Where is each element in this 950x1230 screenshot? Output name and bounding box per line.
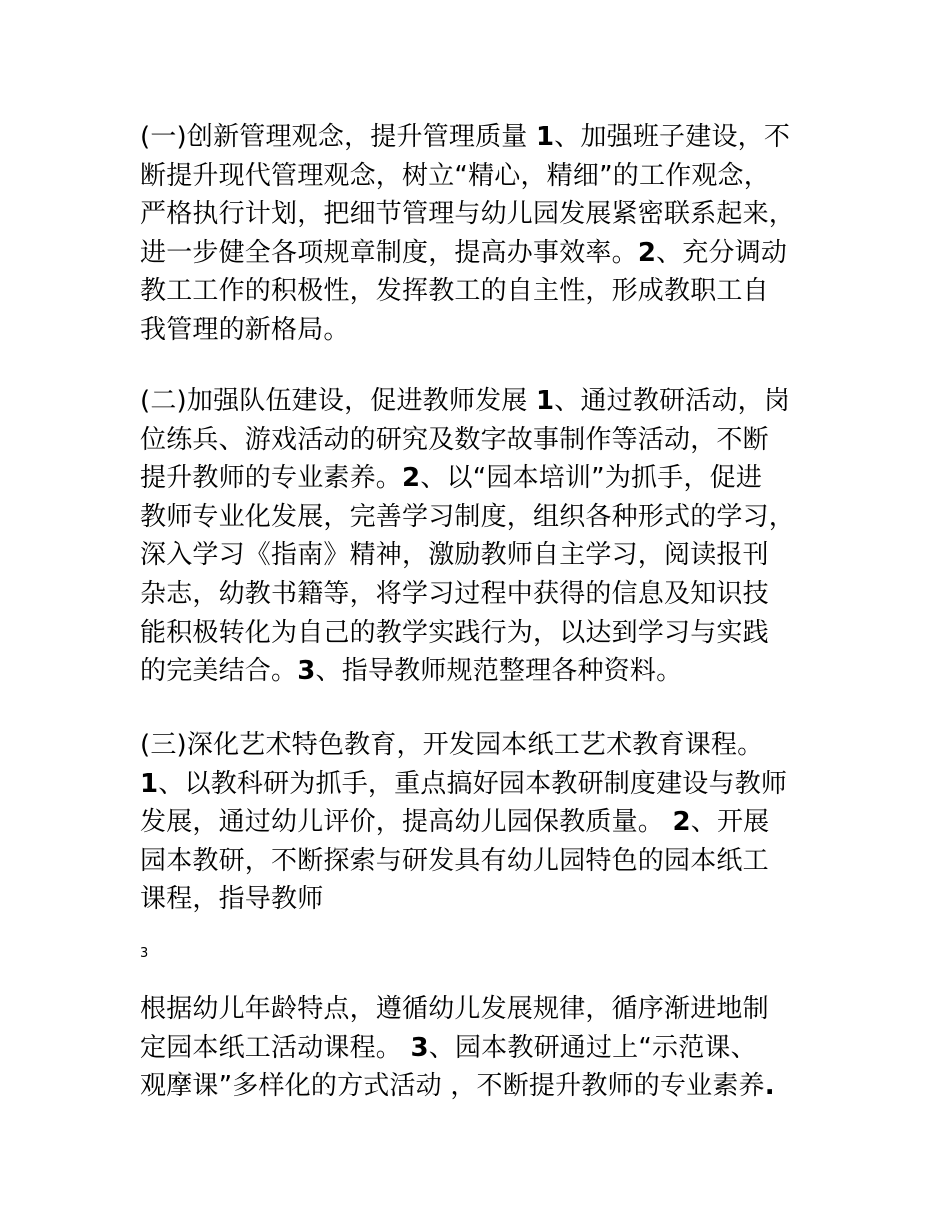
text-line	[140, 652, 820, 691]
text-segment: 、开展	[690, 807, 770, 838]
text-segment: 教师专业化发展，完善学习制度，组织各种形式的学习，	[140, 501, 796, 532]
text-line	[140, 765, 820, 804]
text-line	[140, 614, 820, 653]
text-line	[140, 157, 820, 196]
text-line	[140, 990, 820, 1029]
list-number: 1	[535, 386, 555, 416]
text-segment: 深入学习《指南》精神，激励教师自主学习，阅读报刊	[140, 540, 769, 571]
text-line	[140, 803, 820, 842]
text-line	[140, 1067, 820, 1106]
text-segment: 进一步健全各项规章制度，提高办事效率。	[140, 237, 638, 268]
text-segment: 杂志，幼教书籍等，将学习过程中获得的信息及知识技	[140, 578, 769, 609]
paragraph-curriculum-continued	[140, 990, 820, 1106]
paragraph-art-education	[140, 726, 820, 919]
text-line	[140, 842, 820, 881]
paragraph-team-building	[140, 382, 820, 691]
text-segment: 能积极转化为自己的教学实践行为，以达到学习与实践	[140, 617, 769, 648]
text-segment: 、通过教研活动，岗	[554, 386, 791, 416]
text-line	[140, 118, 820, 157]
text-segment: 、指导教师规范整理各种资料。	[315, 656, 683, 687]
text-line	[140, 421, 820, 460]
text-segment: 、以“园本培训”为抓手，促进	[420, 463, 763, 494]
text-line	[140, 880, 820, 919]
text-line	[140, 726, 820, 765]
text-segment: 、以教科研为抓手，重点搞好园本教研制度建设与教师	[158, 768, 788, 799]
text-segment: 根据幼儿年龄特点，遵循幼儿发展规律，循序渐进地制	[140, 994, 769, 1024]
list-number: 2	[637, 237, 657, 268]
text-segment: 观摩课”多样化的方式活动 ，不断提升教师的专业素养	[140, 1071, 765, 1102]
page-number: 3	[140, 946, 149, 961]
text-line	[140, 195, 820, 234]
list-number: .	[764, 1071, 775, 1102]
list-number: 1	[535, 122, 555, 152]
text-segment: 、园本教研通过上“示范课、	[428, 1032, 757, 1063]
text-segment: 、充分调动	[656, 237, 788, 268]
text-segment: 的完美结合。	[140, 656, 298, 687]
text-segment: 我管理的新格局。	[140, 314, 350, 345]
paragraph-management-concept	[140, 118, 820, 350]
text-line	[140, 1029, 820, 1068]
text-segment: 断提升现代管理观念，树立“精心，精细”的工作观念，	[140, 160, 770, 191]
text-line	[140, 536, 820, 575]
list-number: 2	[672, 807, 691, 838]
list-number: 2	[402, 463, 421, 494]
text-segment: 、加强班子建设，不	[554, 122, 791, 152]
text-segment: 发展，通过幼儿评价，提高幼儿园保教质量。	[140, 807, 673, 838]
text-segment: 课程，指导教师	[140, 884, 324, 915]
text-line	[140, 498, 820, 537]
text-line	[140, 459, 820, 498]
text-segment: 严格执行计划，把细节管理与幼儿园发展紧密联系起来，	[140, 199, 796, 230]
list-number: 3	[410, 1032, 429, 1063]
text-segment: 提升教师的专业素养。	[140, 463, 403, 494]
text-line	[140, 234, 820, 273]
text-segment: (三)深化艺术特色教育，开发园本纸工艺术教育课程。	[140, 730, 764, 760]
text-segment: 园本教研，不断探索与研发具有幼儿园特色的园本纸工	[140, 845, 769, 876]
text-segment: 位练兵、游戏活动的研究及数字故事制作等活动，不断	[140, 424, 769, 455]
text-line	[140, 272, 820, 311]
text-segment: 定园本纸工活动课程。	[140, 1032, 411, 1063]
text-segment: 教工工作的积极性，发挥教工的自主性，形成教职工自	[140, 276, 769, 307]
list-number: 1	[140, 768, 159, 799]
text-segment: (二)加强队伍建设，促进教师发展	[140, 386, 536, 416]
text-line	[140, 311, 820, 350]
text-line	[140, 575, 820, 614]
list-number: 3	[297, 656, 316, 687]
text-line	[140, 382, 820, 421]
text-segment: (一)创新管理观念，提升管理质量	[140, 122, 536, 152]
